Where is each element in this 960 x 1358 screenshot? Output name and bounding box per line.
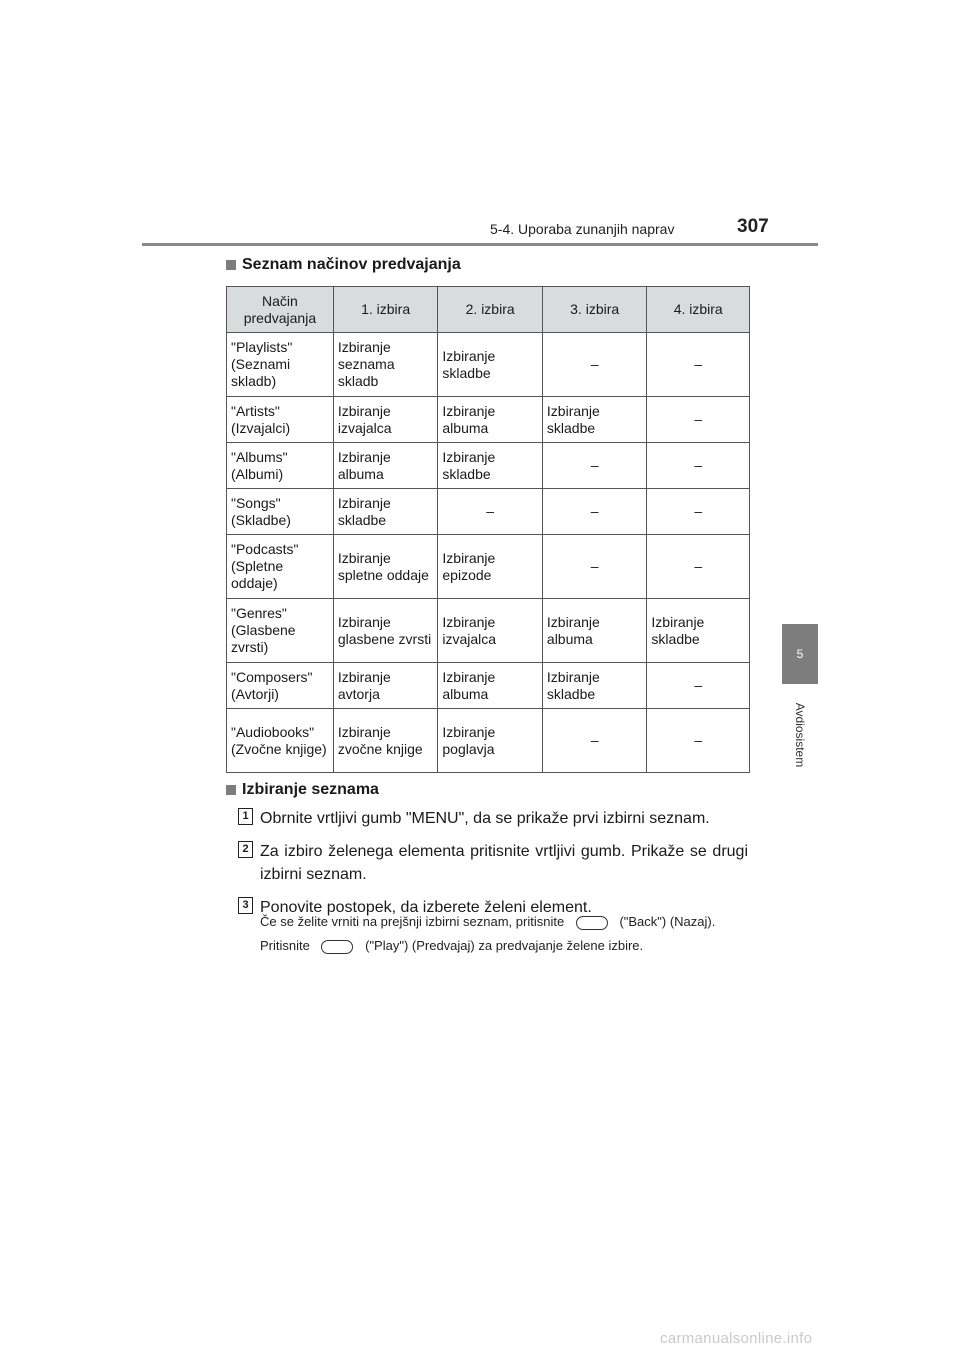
table-header-cell: 3. izbira: [542, 287, 647, 333]
step-item: [238, 840, 748, 886]
table-cell: –: [647, 333, 750, 397]
step-number-badge: 2: [238, 841, 253, 858]
table-cell: "Genres" (Glasbene zvrsti): [227, 599, 334, 663]
header-section-title: 5-4. Uporaba zunanjih naprav: [490, 221, 675, 237]
back-button-icon: [576, 916, 608, 930]
table-row: [227, 443, 750, 489]
table-cell: –: [647, 709, 750, 773]
table-cell: –: [647, 443, 750, 489]
chapter-tab: [782, 624, 818, 684]
section-heading-text: Izbiranje seznama: [242, 781, 379, 798]
table-cell: –: [542, 489, 647, 535]
note-text: Če se želite vrniti na prejšnji izbirni seznam, pritisnite: [260, 914, 565, 929]
table-cell: –: [647, 663, 750, 709]
table-cell: –: [542, 709, 647, 773]
table-cell: –: [438, 489, 543, 535]
table-row: [227, 333, 750, 397]
table-cell: Izbiranje albuma: [438, 397, 543, 443]
chapter-label: [782, 690, 818, 780]
step-item: [238, 807, 748, 830]
table-row: [227, 535, 750, 599]
table-cell: Izbiranje izvajalca: [438, 599, 543, 663]
notes: [260, 912, 746, 960]
table-cell: –: [542, 443, 647, 489]
table-cell: Izbiranje izvajalca: [333, 397, 438, 443]
table-cell: Izbiranje seznama skladb: [333, 333, 438, 397]
table-row: [227, 709, 750, 773]
table-row: [227, 663, 750, 709]
table-header-row: [227, 287, 750, 333]
note-play: [260, 936, 746, 956]
table-cell: Izbiranje skladbe: [438, 333, 543, 397]
step-number-badge: 3: [238, 897, 253, 914]
table-cell: "Songs" (Skladbe): [227, 489, 334, 535]
note-text: ("Play") (Predvajaj) za predvajanje želene izbire.: [365, 938, 644, 953]
table-cell: Izbiranje epizode: [438, 535, 543, 599]
table-cell: "Artists" (Izvajalci): [227, 397, 334, 443]
table-row: [227, 599, 750, 663]
table-cell: "Audiobooks" (Zvočne knjige): [227, 709, 334, 773]
square-bullet-icon: [226, 785, 236, 795]
note-text: ("Back") (Nazaj).: [619, 914, 716, 929]
page-number: 307: [737, 216, 769, 237]
header-rule: [142, 243, 818, 246]
table-cell: Izbiranje zvočne knjige: [333, 709, 438, 773]
table-cell: –: [542, 333, 647, 397]
table-cell: Izbiranje albuma: [333, 443, 438, 489]
table-row: [227, 397, 750, 443]
table-cell: –: [542, 535, 647, 599]
table-cell: Izbiranje avtorja: [333, 663, 438, 709]
square-bullet-icon: [226, 260, 236, 270]
section-heading-text: Seznam načinov predvajanja: [242, 256, 461, 273]
step-number-badge: 1: [238, 808, 253, 825]
table-cell: Izbiranje glasbene zvrsti: [333, 599, 438, 663]
table-header-cell: Način predvajanja: [227, 287, 334, 333]
play-button-icon: [321, 940, 353, 954]
table-cell: Izbiranje skladbe: [542, 663, 647, 709]
table-cell: Izbiranje spletne oddaje: [333, 535, 438, 599]
table-cell: Izbiranje albuma: [438, 663, 543, 709]
table-cell: Izbiranje albuma: [542, 599, 647, 663]
step-text: Za izbiro želenega elementa pritisnite vrtljivi gumb. Prikaže se drugi izbirni seznam.: [260, 843, 748, 883]
table-cell: "Podcasts" (Spletne oddaje): [227, 535, 334, 599]
table-cell: Izbiranje skladbe: [438, 443, 543, 489]
table-cell: Izbiranje skladbe: [333, 489, 438, 535]
chapter-tab-number: 5: [796, 647, 804, 661]
section-heading-modes: [226, 256, 461, 274]
table-header-cell: 1. izbira: [333, 287, 438, 333]
table-header-cell: 2. izbira: [438, 287, 543, 333]
table-row: [227, 489, 750, 535]
table-cell: "Composers" (Avtorji): [227, 663, 334, 709]
section-heading-list-selection: [226, 781, 379, 799]
step-text: Ponovite postopek, da izberete želeni element.: [260, 899, 592, 916]
note-text: Pritisnite: [260, 938, 310, 953]
watermark: carmanualsonline.info: [660, 1330, 813, 1347]
table-cell: "Playlists" (Seznami skladb): [227, 333, 334, 397]
table-cell: "Albums" (Albumi): [227, 443, 334, 489]
table-header-cell: 4. izbira: [647, 287, 750, 333]
chapter-label-text: Avdiosistem: [793, 702, 808, 768]
table-cell: Izbiranje skladbe: [647, 599, 750, 663]
table-cell: Izbiranje poglavja: [438, 709, 543, 773]
step-text: Obrnite vrtljivi gumb "MENU", da se prikaže prvi izbirni seznam.: [260, 810, 710, 827]
note-back: [260, 912, 746, 932]
table-cell: –: [647, 535, 750, 599]
table-cell: –: [647, 397, 750, 443]
table-cell: –: [647, 489, 750, 535]
step-list: [238, 807, 748, 929]
table-cell: Izbiranje skladbe: [542, 397, 647, 443]
play-mode-table: [226, 286, 750, 773]
